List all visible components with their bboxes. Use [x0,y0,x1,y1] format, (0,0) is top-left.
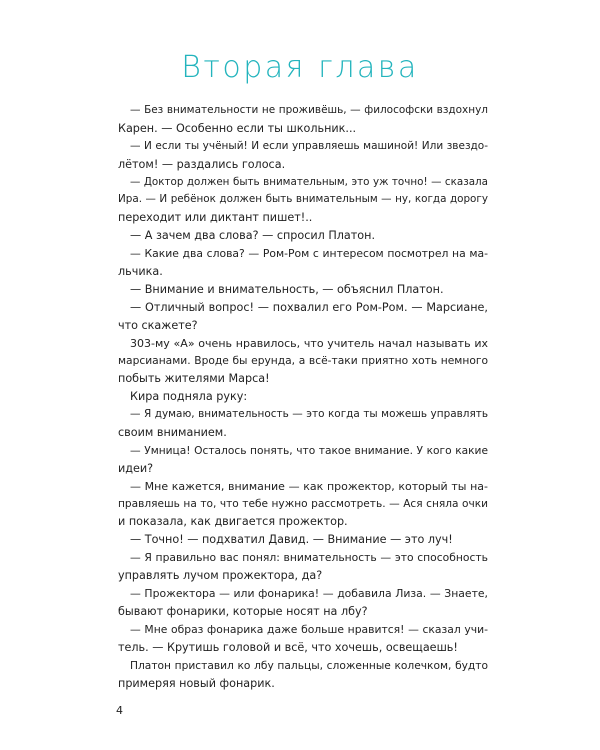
text-line: лётом! — раздались голоса. [118,157,286,171]
text-line: Ира. — И ребёнок должен быть внимательным — ну, когда дорогу [118,193,488,206]
text-line: — Доктор должен быть внимательным, это уж точно! — сказала [130,175,488,188]
text-line: — А зачем два слова? — спросил Платон. [130,229,376,243]
text-line: — И если ты учёный! И если управляешь машиной! Или звездо- [130,139,488,152]
text-line: Карен. — Особенно если ты школьник... [118,121,357,135]
text-line: — Прожектора — или фонарика! — добавила Лиза. — Знаете, [130,587,488,601]
text-line: — Какие два слова? — Ром-Ром с интересом посмотрел на ма- [130,247,488,261]
text-line: марсианами. Вроде бы ерунда, а всё-таки приятно хоть немного [118,354,488,368]
text-line: и показала, как двигается прожектор. [118,515,348,529]
text-line: управлять лучом прожектора, да? [118,569,323,583]
text-line: побыть жителями Марса! [118,372,270,386]
page-number: 4 [116,704,123,717]
text-line: — Я правильно вас понял: внимательность — это способность [130,551,488,565]
text-line: — Умница! Осталось понять, что такое внимание. У кого какие [130,443,488,457]
text-line: что скажете? [118,318,198,332]
text-line: — Внимание и внимательность, — объяснил Платон. [130,282,444,296]
text-line: — Мне образ фонарика даже больше нравится! — сказал учи- [130,622,488,636]
text-line: льчика. [118,265,163,279]
text-line: — Точно! — подхватил Давид. — Внимание — это луч! [130,533,453,547]
text-line: 303-му «А» очень нравилось, что учитель начал называть их [130,336,488,350]
text-line: тель. — Крутишь головой и всё, что хочешь, освещаешь! [118,640,458,654]
text-line: Кира подняла руку: [130,390,248,404]
text-line: Платон приставил ко лбу пальцы, сложенные колечком, будто [130,658,488,672]
text-line: — Без внимательности не проживёшь, — философски вздохнул [130,104,488,116]
text-line: идеи? [118,461,154,475]
body-text [118,102,488,692]
text-line: своим вниманием. [118,426,227,440]
text-line: переходит или диктант пишет!.. [118,211,313,225]
text-line: — Отличный вопрос! — похвалил его Ром-Ром. — Марсиане, [130,300,488,314]
text-line: правляешь на то, что тебе нужно рассмотреть. — Ася сняла очки [118,497,488,510]
text-line: — Я думаю, внимательность — это когда ты можешь управлять [130,408,488,421]
text-line: примеряя новый фонарик. [118,676,275,690]
text-line: бывают фонарики, которые носят на лбу? [118,604,368,618]
text-line: — Мне кажется, внимание — как прожектор, который ты на- [130,479,488,493]
chapter-title: Вторая глава [181,50,419,85]
